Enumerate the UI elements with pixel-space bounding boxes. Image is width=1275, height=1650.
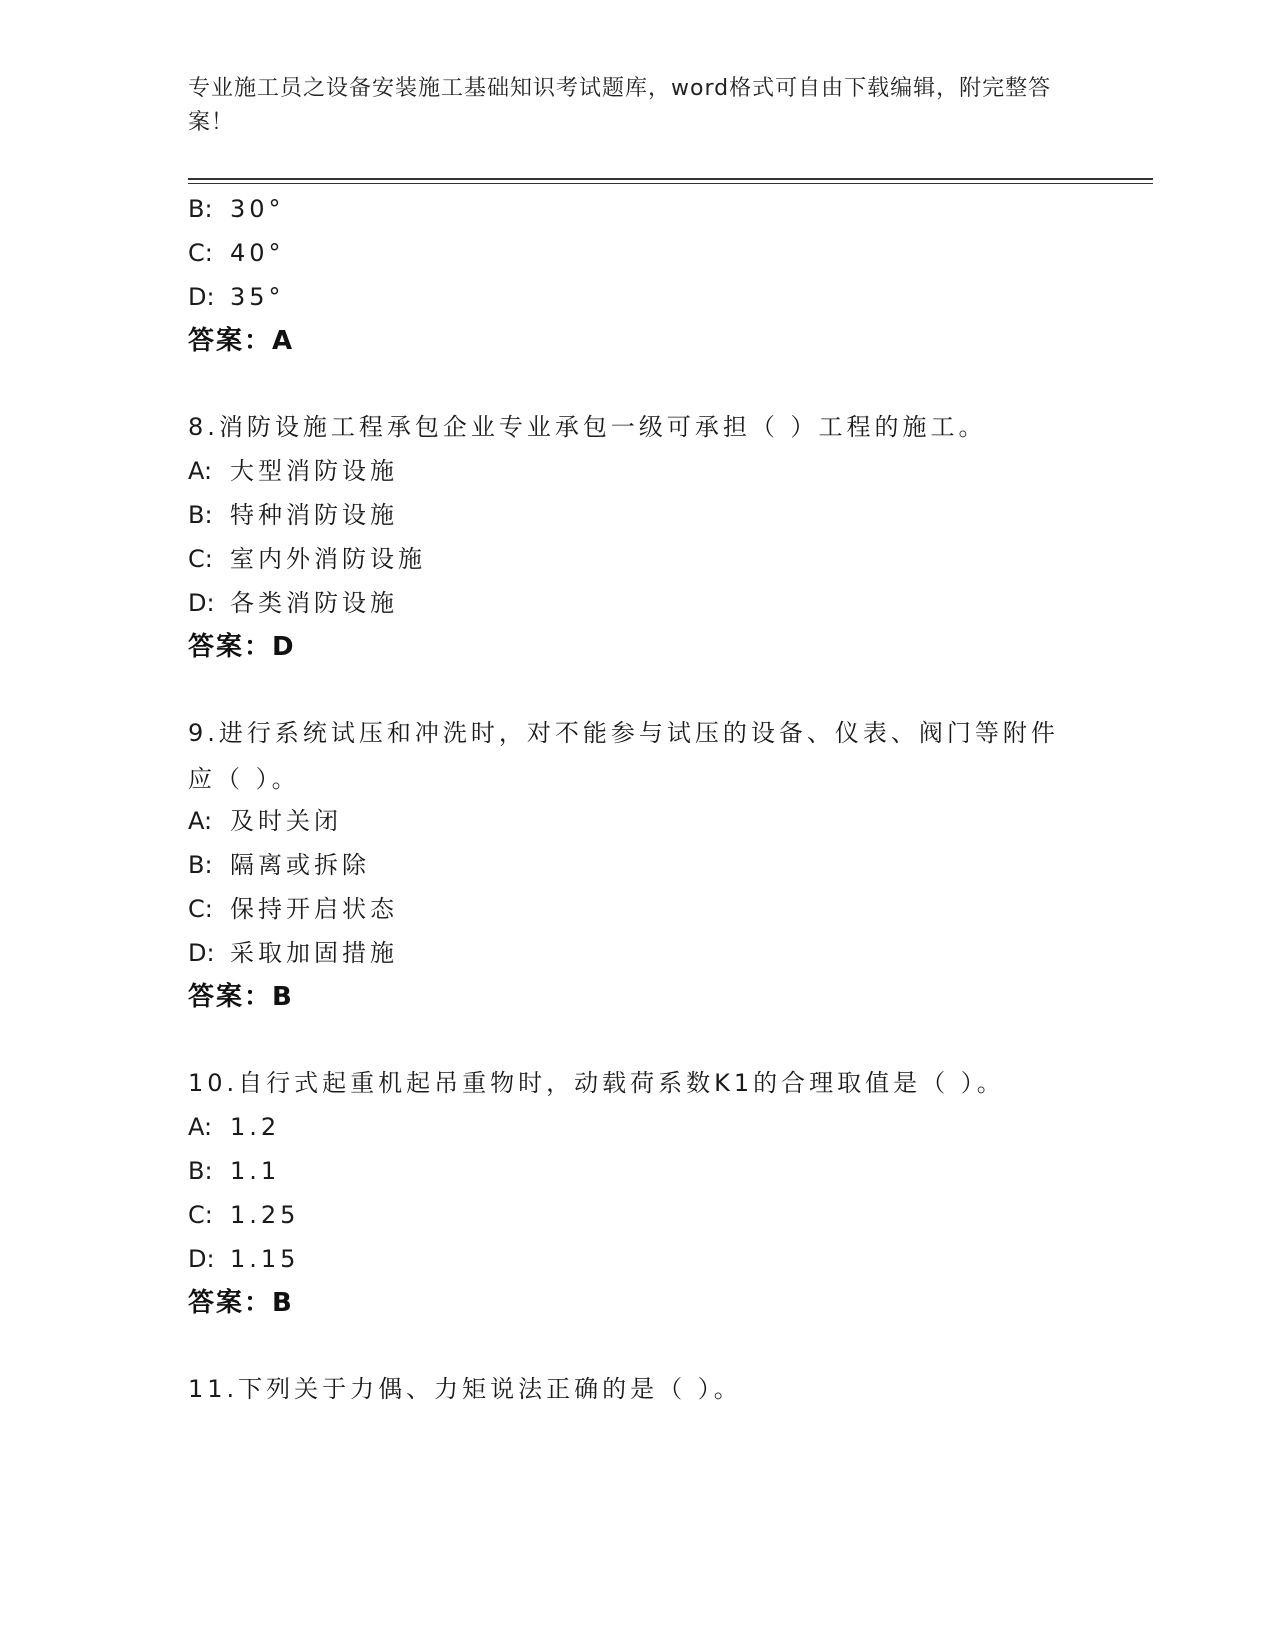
option-text: 40° xyxy=(230,239,285,267)
option-key: D: xyxy=(188,283,215,311)
option-text: 及时关闭 xyxy=(230,807,342,835)
option-item xyxy=(188,544,426,574)
option-item xyxy=(188,238,285,268)
option-item xyxy=(188,282,285,312)
option-key: B: xyxy=(188,501,213,529)
answer-label: 答案：B xyxy=(188,1288,294,1318)
option-item xyxy=(188,456,398,486)
option-text: 1.2 xyxy=(230,1113,281,1141)
question-stem: 11.下列关于力偶、力矩说法正确的是（ ）。 xyxy=(188,1375,742,1403)
option-text: 特种消防设施 xyxy=(230,501,398,529)
option-text: 35° xyxy=(230,283,285,311)
question-stem: 9.进行系统试压和冲洗时，对不能参与试压的设备、仪表、阀门等附件应（ ）。 xyxy=(188,719,1059,793)
option-item xyxy=(188,1200,299,1230)
option-key: C: xyxy=(188,239,213,267)
option-item xyxy=(188,938,398,968)
option-text: 大型消防设施 xyxy=(230,457,398,485)
option-key: A: xyxy=(188,807,213,835)
option-item xyxy=(188,194,285,224)
option-key: C: xyxy=(188,895,213,923)
option-item xyxy=(188,850,370,880)
option-key: D: xyxy=(188,589,215,617)
option-text: 1.15 xyxy=(230,1245,300,1273)
option-key: C: xyxy=(188,545,213,573)
option-text: 采取加固措施 xyxy=(230,939,398,967)
option-item xyxy=(188,1244,299,1274)
option-key: D: xyxy=(188,1245,215,1273)
option-item xyxy=(188,894,398,924)
option-text: 1.1 xyxy=(230,1157,281,1185)
option-key: B: xyxy=(188,851,213,879)
option-key: B: xyxy=(188,195,213,223)
option-item xyxy=(188,500,398,530)
option-text: 30° xyxy=(230,195,285,223)
document-header: 专业施工员之设备安装施工基础知识考试题库，word格式可自由下载编辑，附完整答案！ xyxy=(188,76,1052,135)
answer-label: 答案：A xyxy=(188,326,295,356)
option-text: 保持开启状态 xyxy=(230,895,398,923)
header-divider xyxy=(188,178,1153,184)
option-item xyxy=(188,588,398,618)
answer-label: 答案：D xyxy=(188,632,296,662)
question-stem: 10.自行式起重机起吊重物时，动载荷系数K1的合理取值是（ ）。 xyxy=(188,1069,1005,1097)
option-item xyxy=(188,1156,280,1186)
option-key: C: xyxy=(188,1201,213,1229)
option-text: 各类消防设施 xyxy=(230,589,398,617)
option-key: D: xyxy=(188,939,215,967)
option-key: A: xyxy=(188,1113,213,1141)
option-item xyxy=(188,1112,280,1142)
option-text: 隔离或拆除 xyxy=(230,851,370,879)
option-key: A: xyxy=(188,457,213,485)
option-item xyxy=(188,806,342,836)
option-key: B: xyxy=(188,1157,213,1185)
question-stem: 8.消防设施工程承包企业专业承包一级可承担（ ）工程的施工。 xyxy=(188,413,987,441)
option-text: 室内外消防设施 xyxy=(230,545,426,573)
option-text: 1.25 xyxy=(230,1201,300,1229)
answer-label: 答案：B xyxy=(188,982,294,1012)
